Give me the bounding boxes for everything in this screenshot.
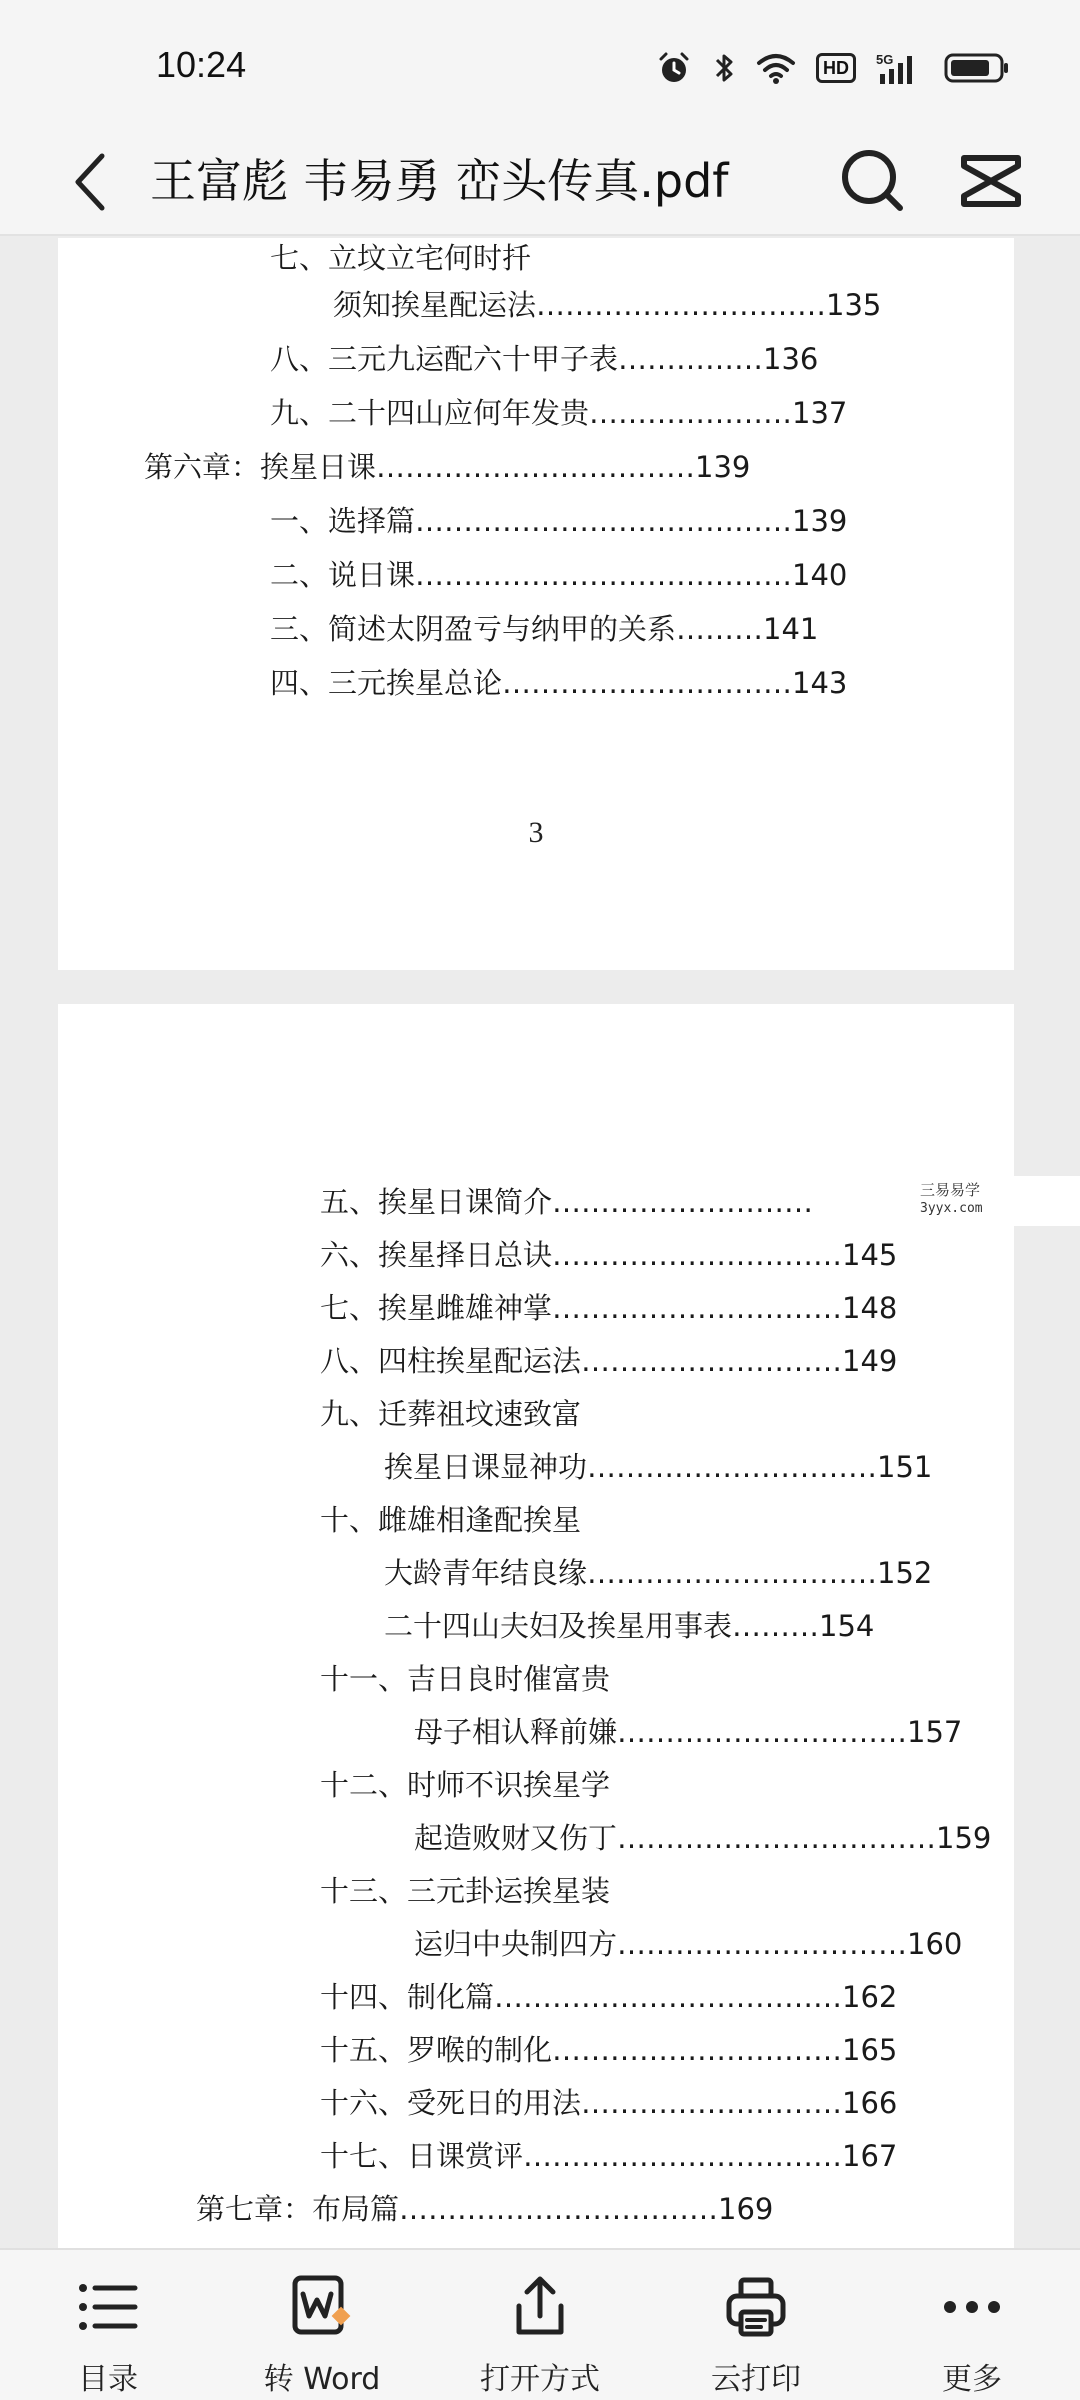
- toc-entry: 六、挨星择日总诀…………………………145: [320, 1238, 898, 1272]
- toc-entry: 母子相认释前嫌…………………………157: [414, 1715, 963, 1749]
- printer-icon: [721, 2272, 791, 2342]
- search-icon: [838, 146, 908, 216]
- battery-icon: [944, 51, 1010, 85]
- watermark-url: 3yyx.com: [920, 1201, 983, 1216]
- status-icons: [656, 48, 1010, 88]
- toc-entry: 挨星日课显神功…………………………151: [384, 1450, 933, 1484]
- network-type: 5G: [876, 52, 894, 67]
- toc-entry: 九、迁葬祖坟速致富: [320, 1397, 582, 1431]
- toc-entry: 十二、时师不识挨星学: [320, 1768, 611, 1802]
- share-icon: [505, 2272, 575, 2342]
- toc-entry: 三、简述太阴盈亏与纳甲的关系………141: [270, 612, 819, 646]
- list-icon: [73, 2272, 143, 2342]
- toc-entry: 八、四柱挨星配运法………………………149: [320, 1344, 898, 1378]
- watermark: [902, 1176, 1080, 1226]
- hd-badge: HD: [816, 53, 856, 83]
- toolbar-contents-button[interactable]: [8, 2264, 208, 2397]
- back-arrow-icon: [70, 152, 110, 212]
- alarm-icon: [656, 50, 692, 86]
- toolbar-label: 目录: [78, 2362, 138, 2397]
- toolbar-label: 转 Word: [263, 2362, 381, 2397]
- toc-entry: 二、说日课…………………………………140: [270, 558, 848, 592]
- back-button[interactable]: [60, 142, 120, 222]
- toolbar-label: 更多: [942, 2362, 1002, 2397]
- bottom-toolbar: [0, 2248, 1080, 2400]
- toc-chapter: 第六章：挨星日课……………………………139: [144, 450, 751, 484]
- toc-entry: 十、雌雄相逢配挨星: [320, 1503, 582, 1537]
- toc-entry: 一、选择篇…………………………………139: [270, 504, 848, 538]
- word-convert-icon: [287, 2272, 357, 2342]
- toc-entry: 七、挨星雌雄神掌…………………………148: [320, 1291, 898, 1325]
- pdf-page[interactable]: [58, 238, 1014, 970]
- toc-entry: 起造败财又伤丁……………………………159: [414, 1821, 992, 1855]
- reading-mode-button[interactable]: [956, 144, 1026, 218]
- pdf-page[interactable]: [58, 1004, 1014, 2248]
- status-time: 10:24: [156, 44, 247, 85]
- app-bar: [0, 130, 1080, 236]
- toc-entry: 十七、日课赏评……………………………167: [320, 2139, 898, 2173]
- toc-entry: 大龄青年结良缘…………………………152: [384, 1556, 933, 1590]
- toolbar-open-with-button[interactable]: [440, 2264, 640, 2397]
- toc-entry: 九、二十四山应何年发贵…………………137: [270, 396, 848, 430]
- toolbar-cloud-print-button[interactable]: [656, 2264, 856, 2397]
- toc-entry: 十四、制化篇………………………………162: [320, 1980, 898, 2014]
- search-button[interactable]: [838, 146, 908, 216]
- toc-entry: 十一、吉日良时催富贵: [320, 1662, 611, 1696]
- toolbar-label: 云打印: [711, 2362, 801, 2397]
- toc-entry: 运归中央制四方…………………………160: [414, 1927, 963, 1961]
- toc-entry: 十五、罗喉的制化…………………………165: [320, 2033, 898, 2067]
- toc-entry: 十三、三元卦运挨星装: [320, 1874, 611, 1908]
- signal-5g-icon: [876, 50, 924, 86]
- wifi-icon: [756, 51, 796, 85]
- reading-mode-icon: [956, 144, 1026, 218]
- watermark-title: 三易易学: [920, 1181, 981, 1199]
- page-number: 3: [528, 816, 544, 849]
- toolbar-to-word-button[interactable]: [222, 2264, 422, 2397]
- document-title: 王富彪 韦易勇 峦头传真.pdf: [150, 154, 729, 208]
- toc-entry: 二十四山夫妇及挨星用事表………154: [384, 1609, 875, 1643]
- toc-entry: 十六、受死日的用法………………………166: [320, 2086, 898, 2120]
- bluetooth-icon: [712, 50, 736, 86]
- toc-entry: 四、三元挨星总论…………………………143: [270, 666, 848, 700]
- toc-entry: 七、立坟立宅何时扦: [270, 241, 532, 275]
- more-icon: [937, 2272, 1007, 2342]
- toc-entry: 五、挨星日课简介………………………: [320, 1185, 814, 1219]
- status-bar: [0, 0, 1080, 130]
- toolbar-label: 打开方式: [480, 2362, 600, 2397]
- toc-chapter: 第七章：布局篇……………………………169: [196, 2192, 774, 2226]
- toc-entry: 须知挨星配运法…………………………135: [333, 288, 882, 322]
- toolbar-more-button[interactable]: [872, 2264, 1072, 2397]
- toc-entry: 八、三元九运配六十甲子表……………136: [270, 342, 819, 376]
